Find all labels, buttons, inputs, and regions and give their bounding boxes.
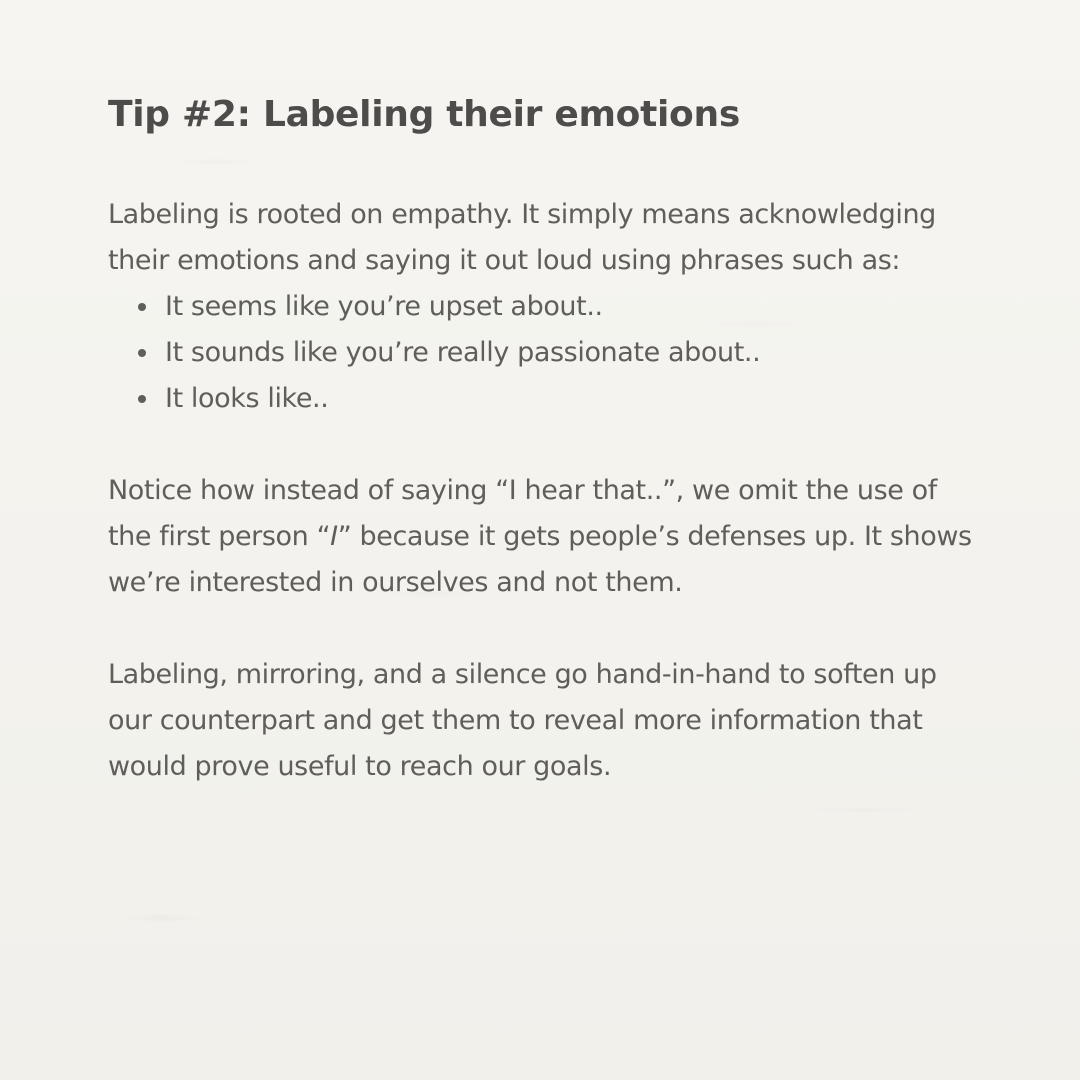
bullet-dot-icon [138,303,146,311]
phrase-list [108,284,1038,422]
intro-line-2: their emotions and saying it out loud using phrases such as: [108,245,901,276]
paragraph-gap [108,422,1038,468]
notice-line-2-end: ” because it gets people’s defenses up. It shows [337,521,972,552]
notice-paragraph [108,468,1038,606]
notice-line-2-start: the first person “ [108,521,331,552]
closing-line-1: Labeling, mirroring, and a silence go hand-in-hand to soften up [108,659,937,690]
list-item-text: It seems like you’re upset about.. [165,291,603,322]
closing-line-2: our counterpart and get them to reveal more information that [108,705,923,736]
bullet-dot-icon [138,395,146,403]
slide-content [108,92,1038,790]
closing-paragraph [108,652,1038,790]
list-item [138,330,1038,376]
page-title: Tip #2: Labeling their emotions [108,94,740,135]
notice-line-1: Notice how instead of saying “I hear that..”, we omit the use of [108,475,937,506]
list-item-text: It looks like.. [165,383,329,414]
notice-line-2 [108,514,1038,560]
closing-line-3: would prove useful to reach our goals. [108,751,612,782]
notice-line-3: we’re interested in ourselves and not them. [108,567,683,598]
list-item [138,376,1038,422]
intro-paragraph [108,192,1038,284]
paragraph-gap [108,606,1038,652]
notice-emphasis: I [330,521,338,552]
list-item-text: It sounds like you’re really passionate about.. [165,337,761,368]
bullet-dot-icon [138,349,146,357]
intro-line-1: Labeling is rooted on empathy. It simply means acknowledging [108,199,936,230]
list-item [138,284,1038,330]
